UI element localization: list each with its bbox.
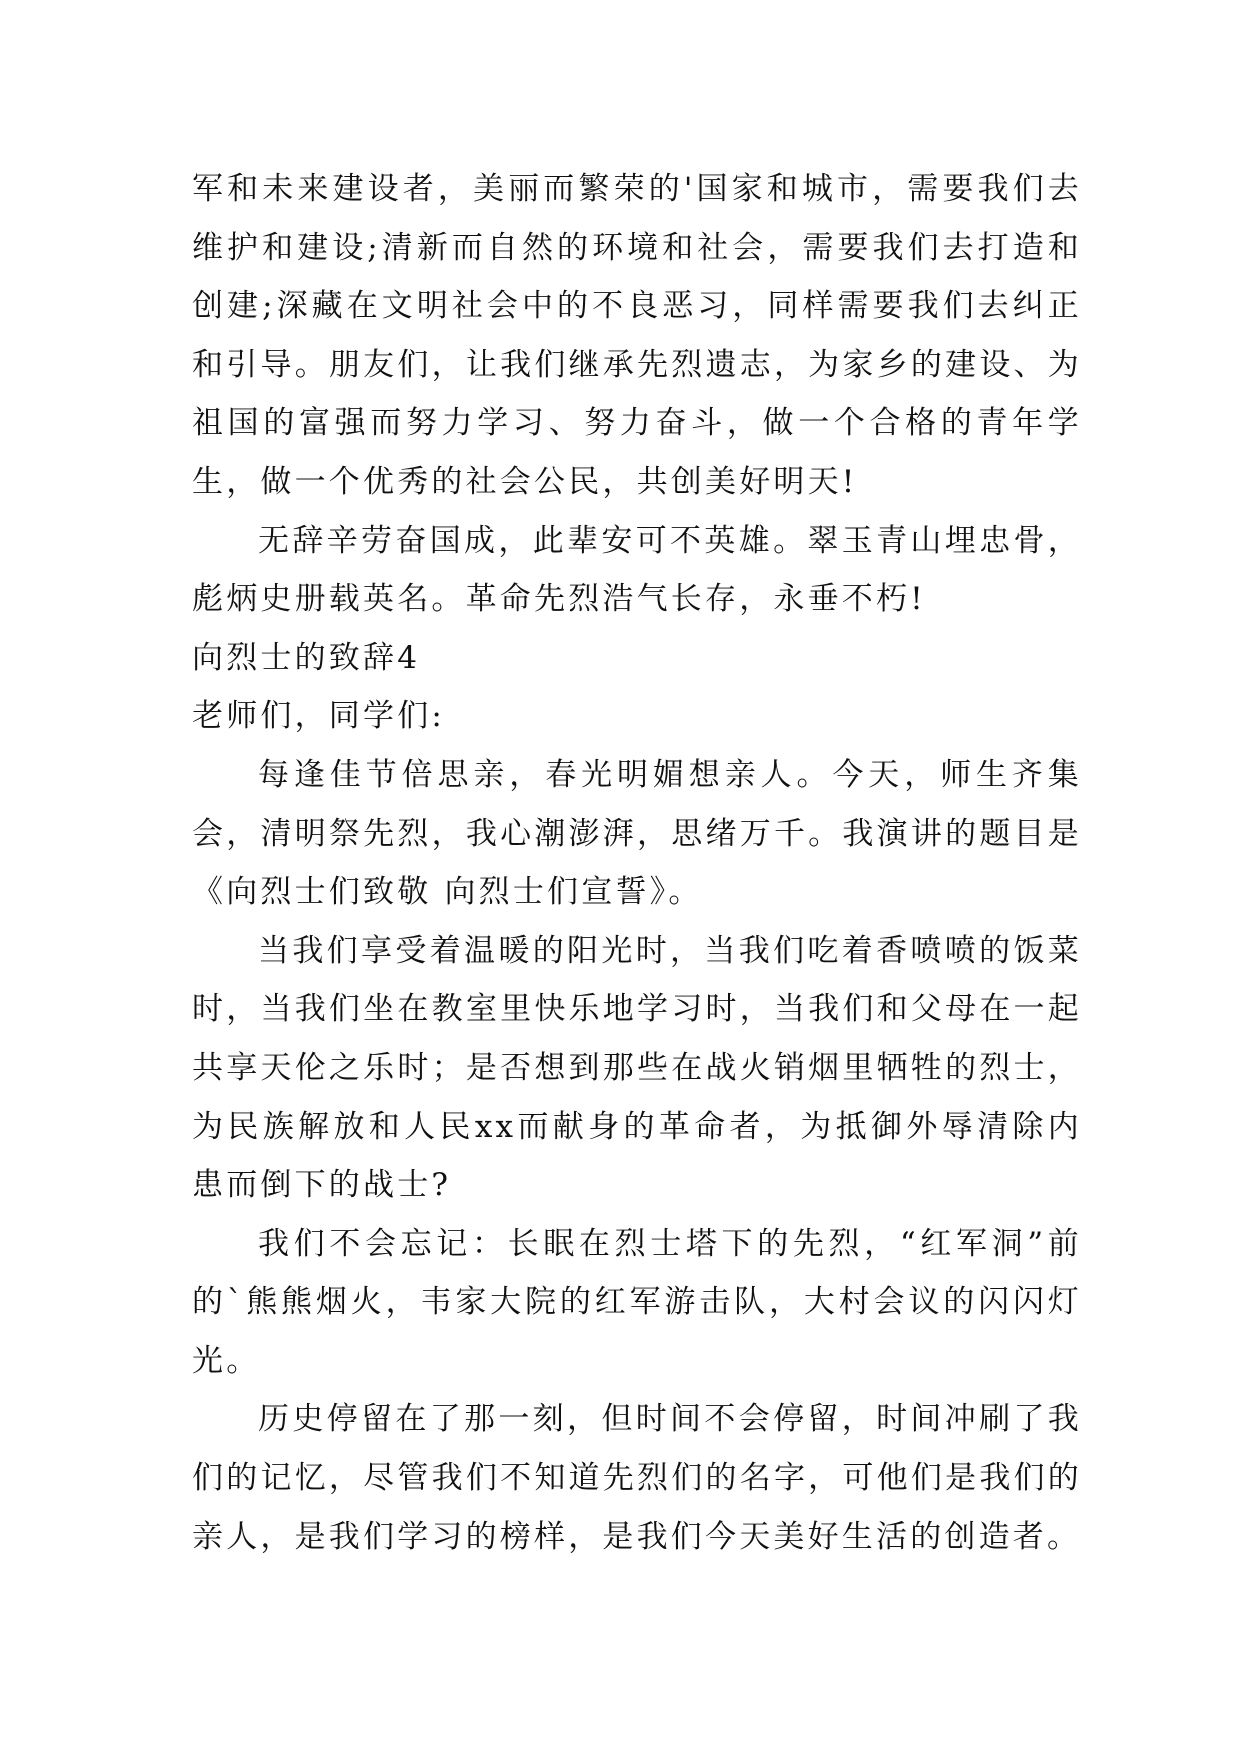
paragraph-closing-appeal: 军和未来建设者，美丽而繁荣的'国家和城市，需要我们去维护和建设;清新而自然的环境和社会，需要我们去打造和创建;深藏在文明社会中的不良恶习，同样需要我们去纠正和引导。朋友们，让我们继承先烈遗志，为家乡的建设、为祖国的富强而努力学习、努力奋斗，做一个合格的青年学生，做一个优秀的社会公民，共创美好明天! — [192, 171, 1082, 500]
paragraph-opening: 每逢佳节倍思亲，春光明媚想亲人。今天，师生齐集会，清明祭先烈，我心潮澎湃，思绪万千。我演讲的题目是《向烈士们致敬 向烈士们宣誓》。 — [192, 756, 1082, 911]
section-title: 向烈士的致辞4 — [192, 639, 421, 676]
paragraph-history: 历史停留在了那一刻，但时间不会停留，时间冲刷了我们的记忆，尽管我们不知道先烈们的名字，可他们是我们的亲人，是我们学习的榜样，是我们今天美好生活的创造者。 — [192, 1401, 1082, 1555]
document-body — [192, 160, 1082, 1566]
greeting-line: 老师们，同学们: — [192, 698, 446, 735]
paragraph-remembrance: 我们不会忘记：长眠在烈士塔下的先烈，“红军洞”前的`熊熊烟火，韦家大院的红军游击队，大村会议的闪闪灯光。 — [192, 1225, 1082, 1379]
paragraph-reflection: 当我们享受着温暖的阳光时，当我们吃着香喷喷的饭菜时，当我们坐在教室里快乐地学习时，当我们和父母在一起共享天伦之乐时；是否想到那些在战火销烟里牺牲的烈士，为民族解放和人民xx而献身的革命者，为抵御外辱清除内患而倒下的战士? — [192, 932, 1082, 1204]
paragraph-poem-tribute: 无辞辛劳奋国成，此辈安可不英雄。翠玉青山埋忠骨，彪炳史册载英名。革命先烈浩气长存，永垂不朽! — [192, 522, 1082, 618]
